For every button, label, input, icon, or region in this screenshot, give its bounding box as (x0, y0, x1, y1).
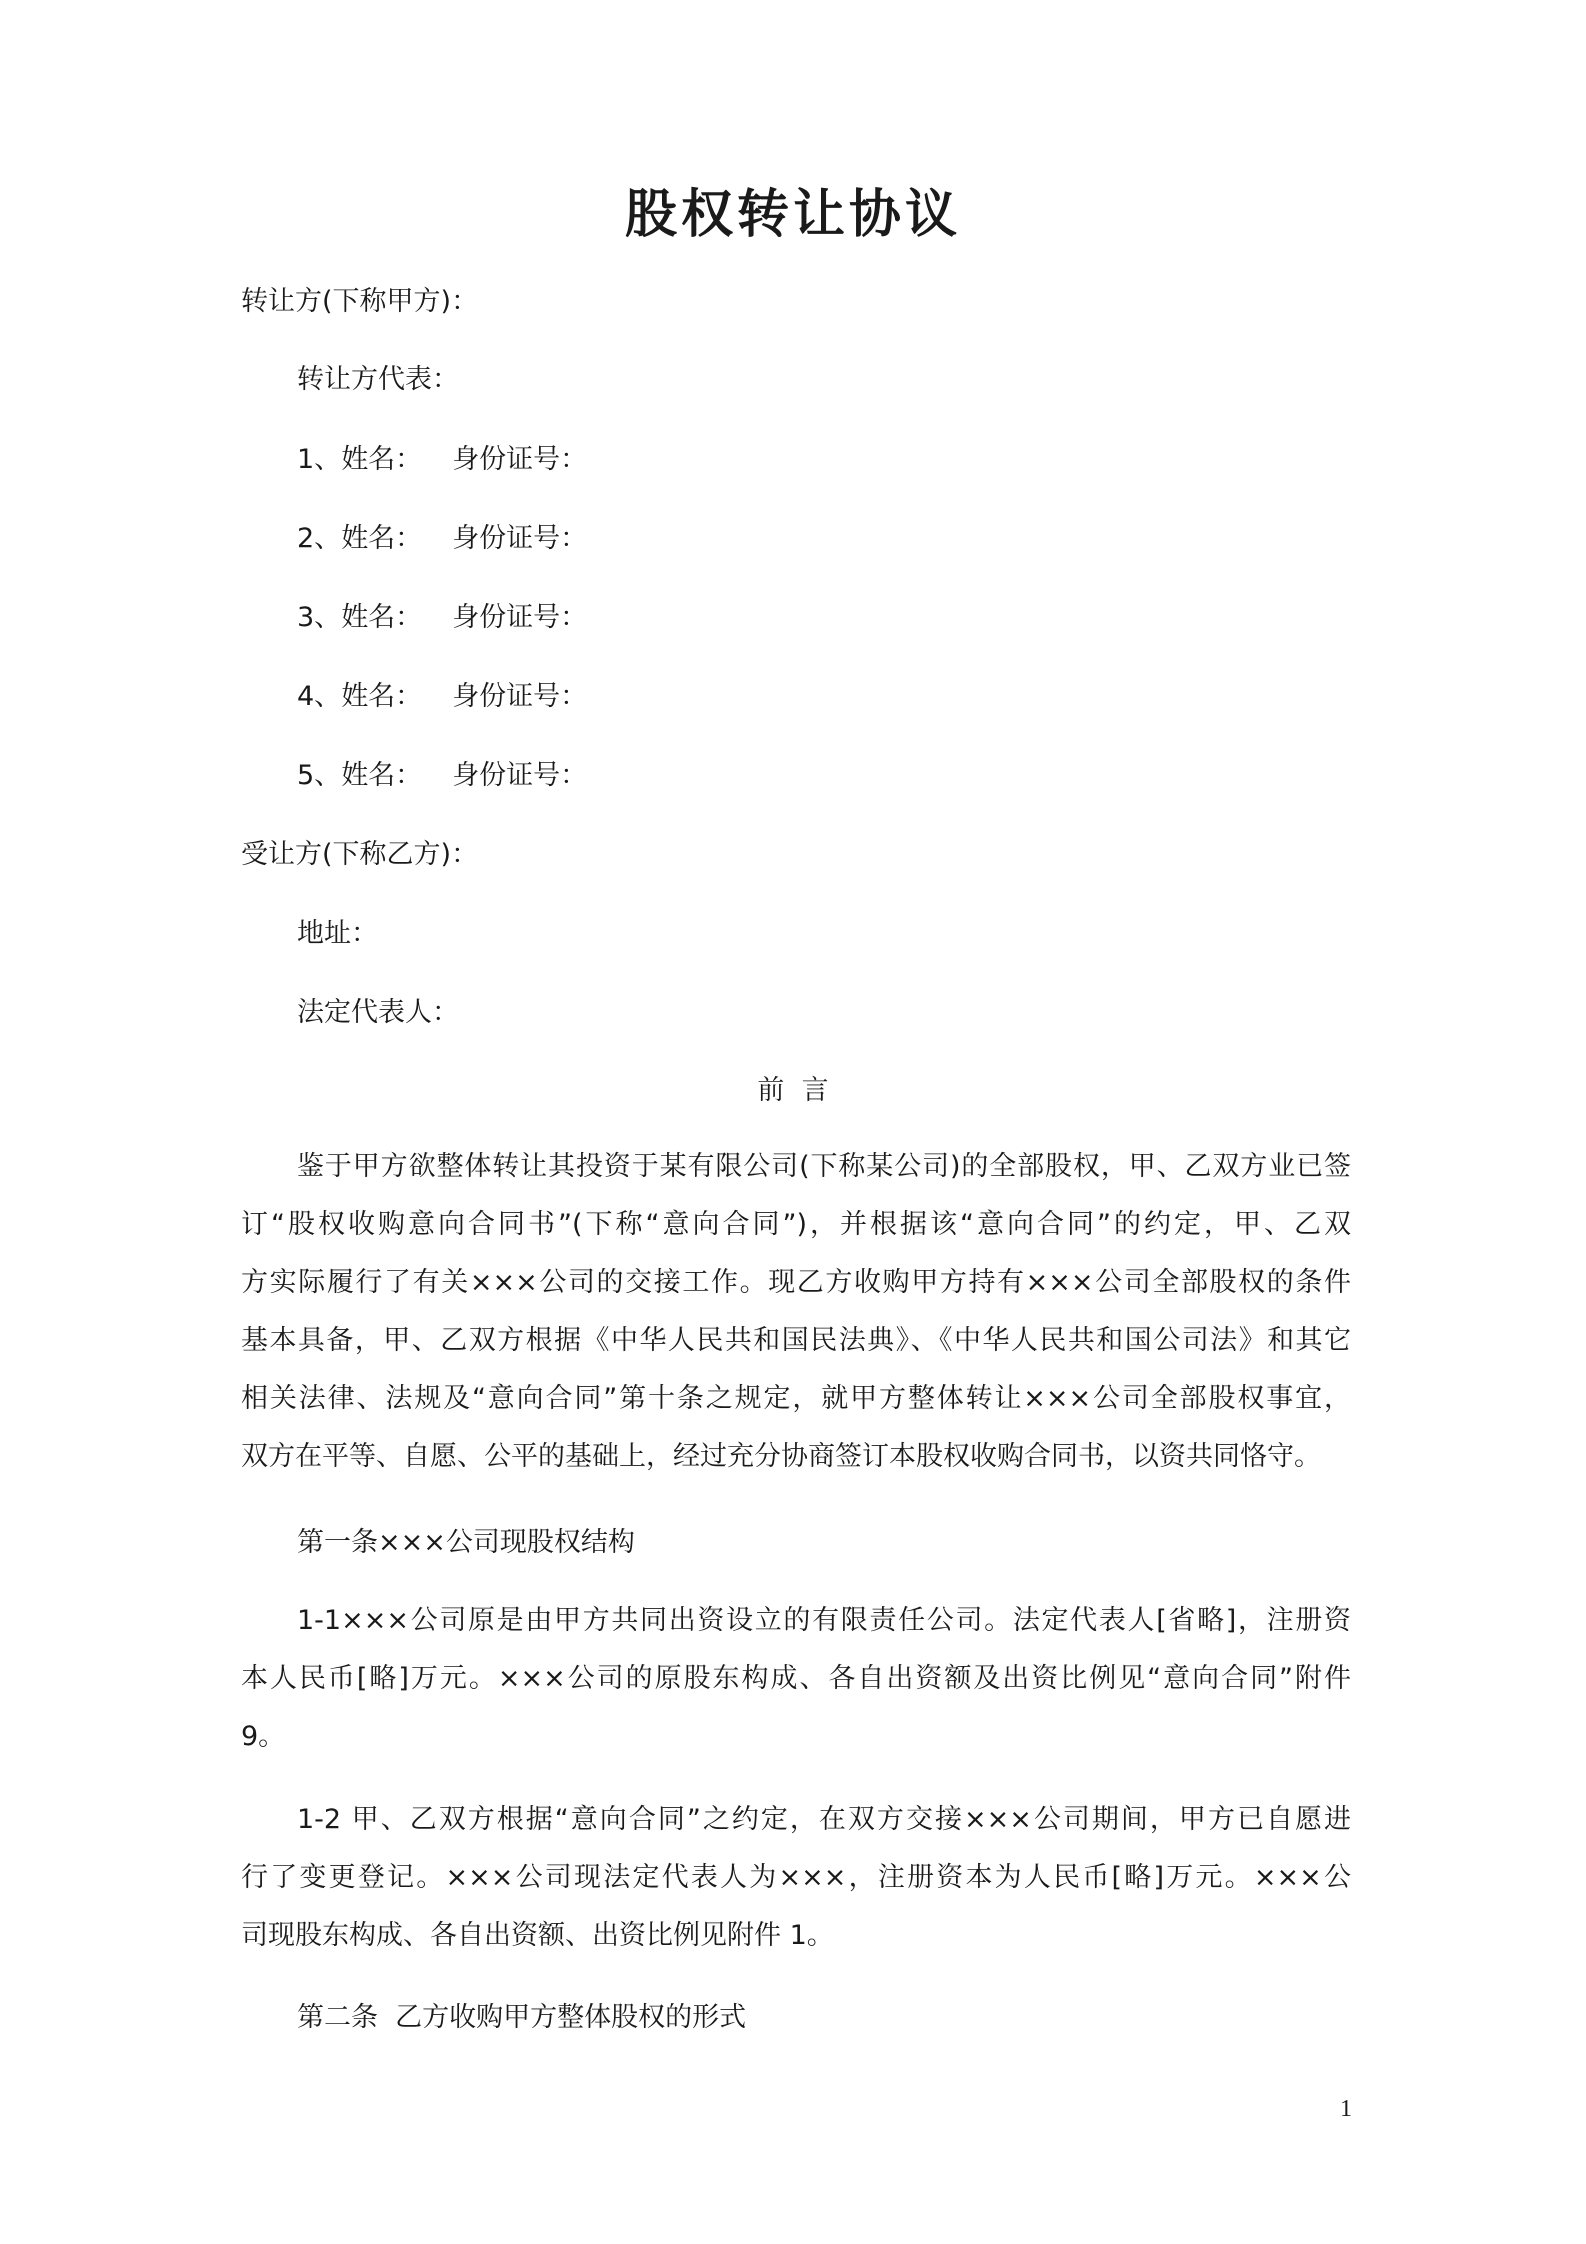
person-num: 1、 (297, 444, 342, 475)
person-row (297, 677, 587, 717)
clause-1-1 (241, 1592, 1351, 1766)
person-id-label: 身份证号： (452, 760, 588, 791)
person-row (297, 440, 587, 480)
article1-heading: 第一条×××公司现股权结构 (297, 1527, 635, 1558)
document-title: 股权转让协议 (624, 185, 961, 245)
paragraph-line: 9。 (241, 1721, 286, 1752)
address-label: 地址： (297, 918, 378, 949)
paragraph-line: 本人民币[略]万元。×××公司的原股东构成、各自出资额及出资比例见“意向合同”附件 (241, 1663, 1351, 1694)
paragraph-line: 方实际履行了有关×××公司的交接工作。现乙方收购甲方持有×××公司全部股权的条件 (241, 1267, 1351, 1298)
person-row (297, 756, 587, 796)
person-row (297, 519, 587, 559)
person-id-label: 身份证号： (452, 602, 588, 633)
clause-1-2 (241, 1791, 1351, 1965)
person-row (297, 598, 587, 638)
preface-paragraph (241, 1138, 1351, 1486)
paragraph-line: 相关法律、法规及“意向合同”第十条之规定，就甲方整体转让×××公司全部股权事宜， (241, 1383, 1351, 1414)
transferor-heading: 转让方(下称甲方)： (241, 286, 479, 317)
article2-heading: 第二条 乙方收购甲方整体股权的形式 (297, 2002, 747, 2033)
person-name-label: 姓名： (341, 444, 423, 475)
paragraph-line: 行了变更登记。×××公司现法定代表人为×××，注册资本为人民币[略]万元。×××公 (241, 1862, 1351, 1893)
person-num: 3、 (297, 602, 342, 633)
paragraph-line: 司现股东构成、各自出资额、出资比例见附件 1。 (241, 1920, 834, 1951)
preface-heading: 前 言 (757, 1075, 829, 1106)
paragraph-line: 1-2 甲、乙双方根据“意向合同”之约定，在双方交接×××公司期间，甲方已自愿进 (297, 1804, 1351, 1835)
person-num: 4、 (297, 681, 342, 712)
paragraph-line: 1-1×××公司原是由甲方共同出资设立的有限责任公司。法定代表人[省略]，注册资 (297, 1605, 1351, 1636)
person-name-label: 姓名： (341, 681, 423, 712)
paragraph-line: 基本具备，甲、乙双方根据《中华人民共和国民法典》、《中华人民共和国公司法》和其它 (241, 1325, 1351, 1356)
person-name-label: 姓名： (341, 523, 423, 554)
person-name-label: 姓名： (341, 602, 423, 633)
paragraph-line: 双方在平等、自愿、公平的基础上，经过充分协商签订本股权收购合同书，以资共同恪守。 (241, 1441, 1321, 1472)
person-num: 2、 (297, 523, 342, 554)
paragraph-line: 订“股权收购意向合同书”(下称“意向合同”)，并根据该“意向合同”的约定，甲、乙双 (241, 1209, 1351, 1240)
transferee-heading: 受让方(下称乙方)： (241, 839, 479, 870)
legal-rep-label: 法定代表人： (297, 997, 459, 1028)
person-name-label: 姓名： (341, 760, 423, 791)
person-num: 5、 (297, 760, 342, 791)
transferor-rep-label: 转让方代表： (297, 364, 459, 395)
person-id-label: 身份证号： (452, 444, 588, 475)
page-number: 1 (1340, 2096, 1352, 2122)
paragraph-line: 鉴于甲方欲整体转让其投资于某有限公司(下称某公司)的全部股权，甲、乙双方业已签 (297, 1151, 1351, 1182)
person-id-label: 身份证号： (452, 523, 588, 554)
person-id-label: 身份证号： (452, 681, 588, 712)
